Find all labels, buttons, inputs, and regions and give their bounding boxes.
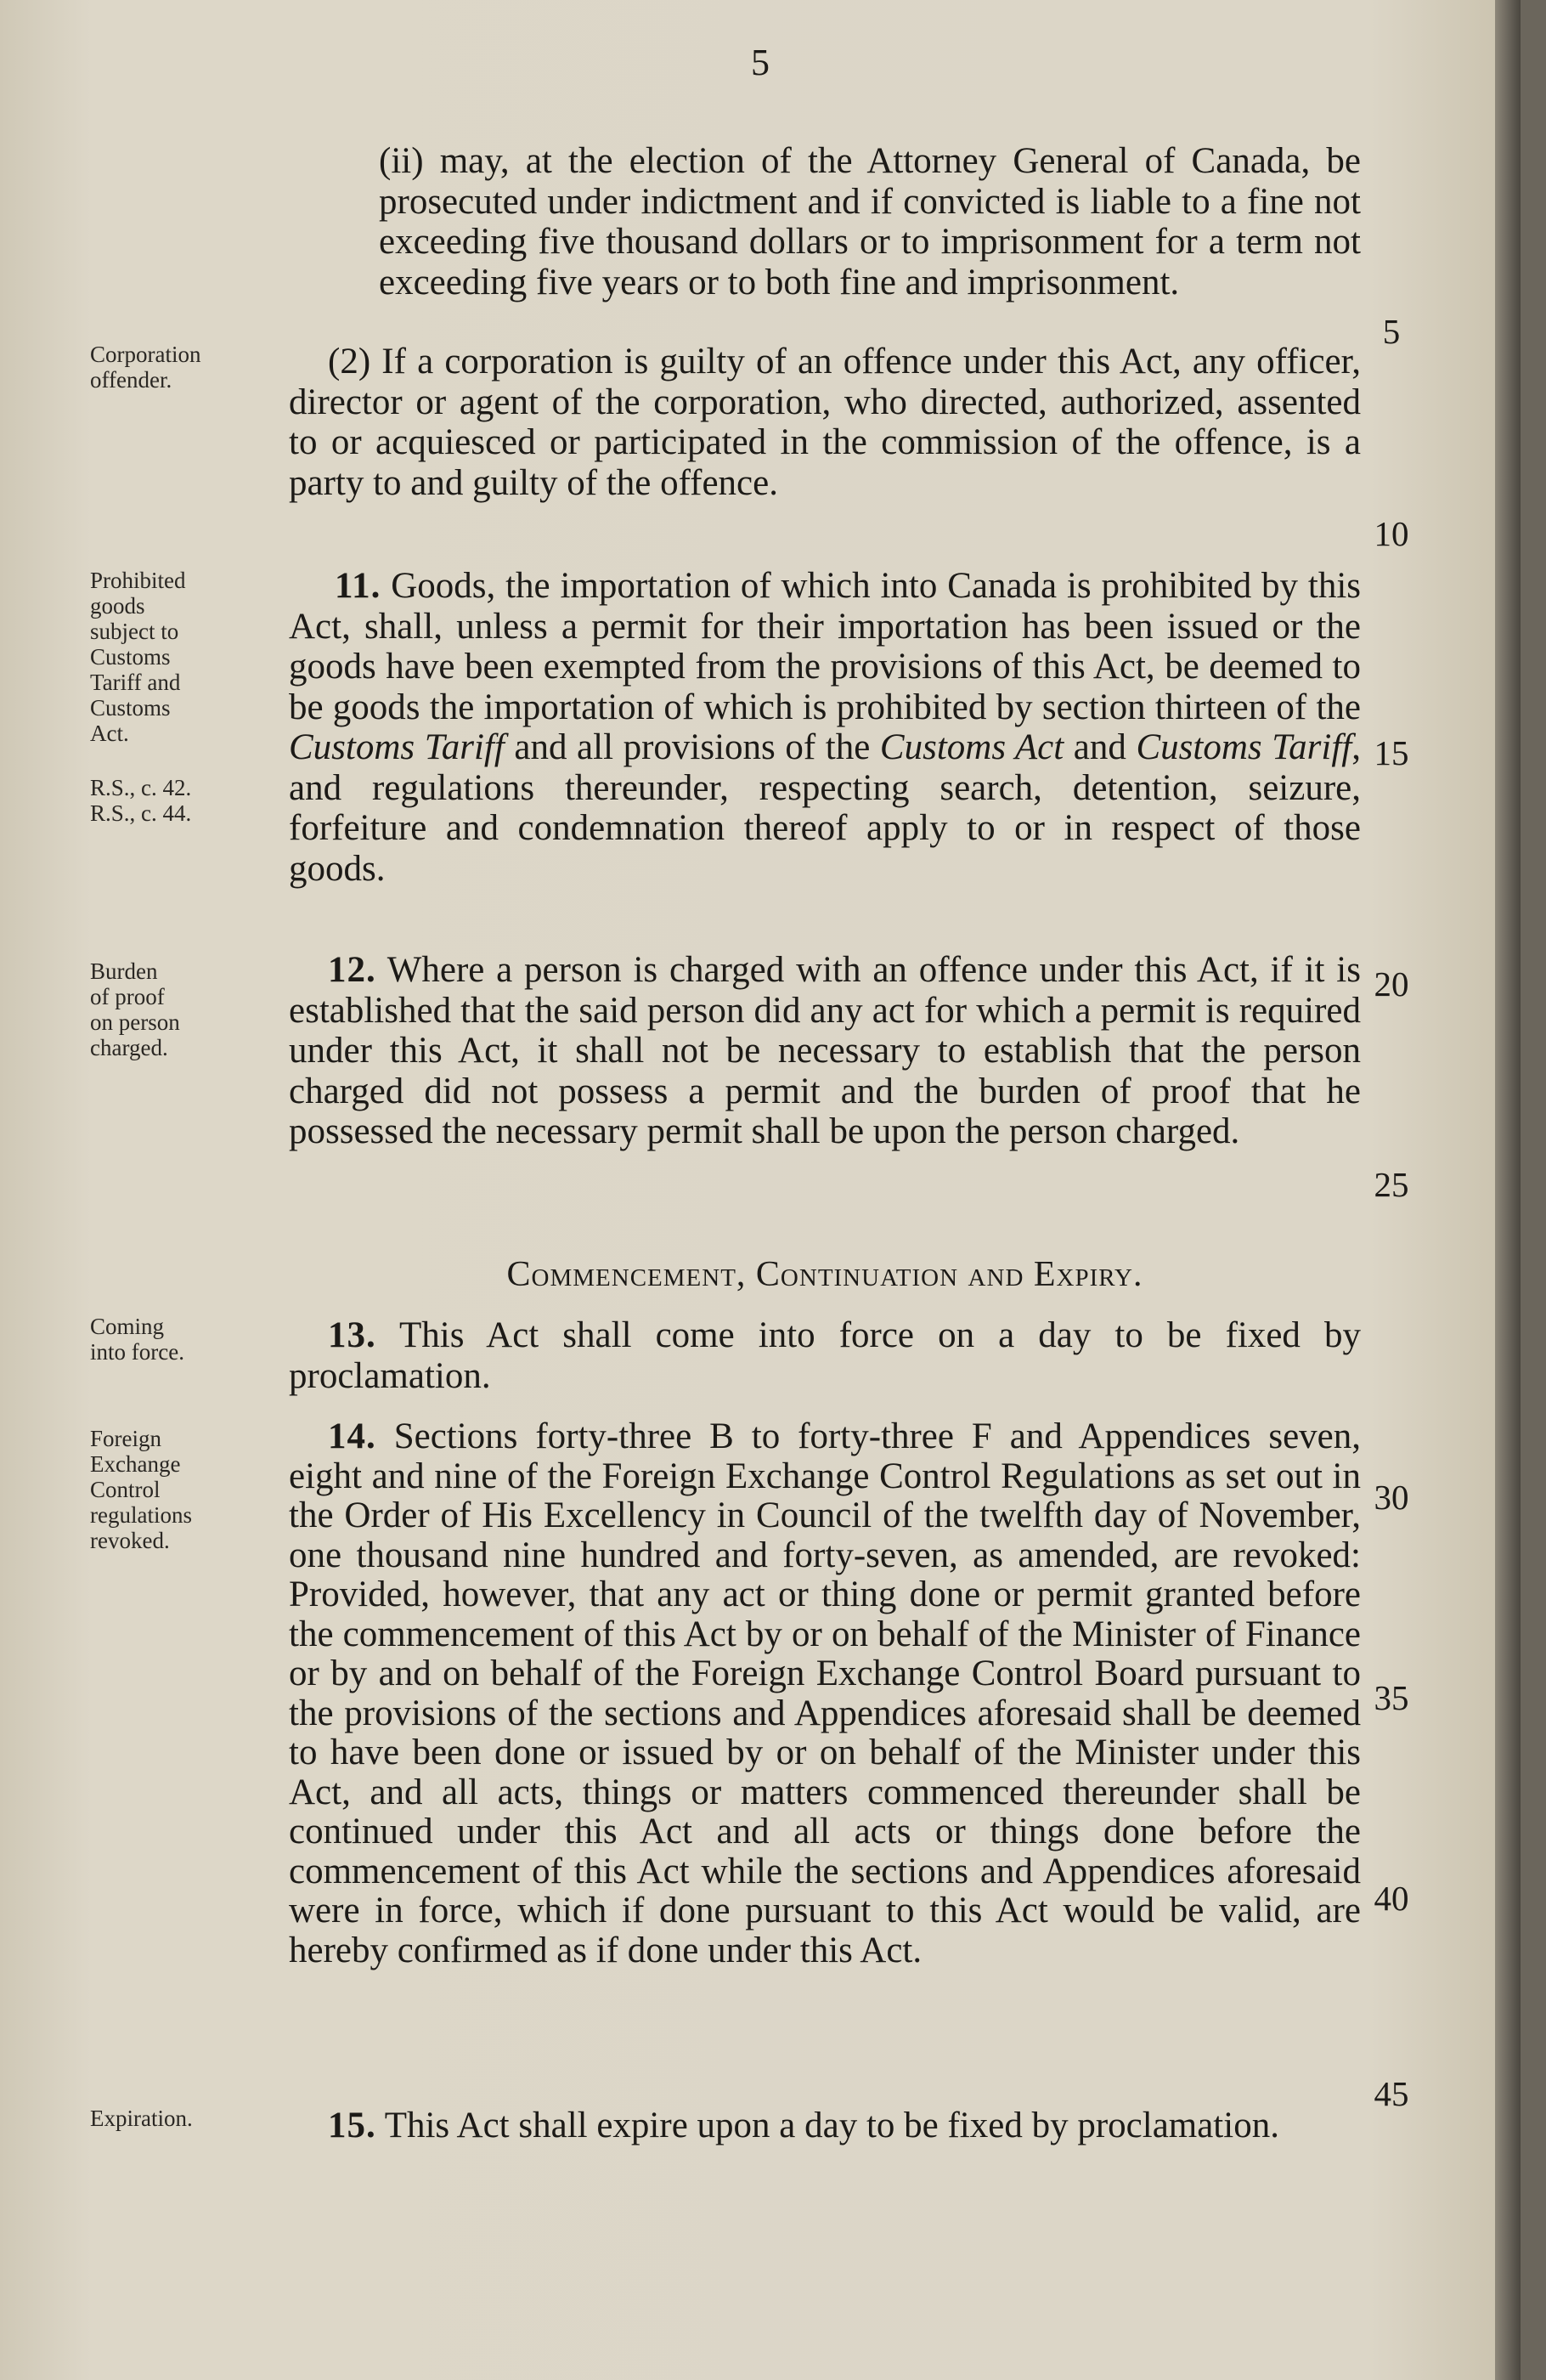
section-number: 15. bbox=[328, 2106, 376, 2145]
section-15: 15. This Act shall expire upon a day to be fixed by proclamation. bbox=[328, 2106, 1279, 2145]
line-number: 25 bbox=[1374, 1165, 1409, 1204]
line-number: 45 bbox=[1374, 2074, 1409, 2113]
paragraph-ii: (ii) may, at the election of the Attorney General of Canada, be prosecuted under indictment and if convicted is liable to a fine not exceeding five thousand dollars or to imprisonment for a term not exceeding five years or to both fine and imprisonment. bbox=[379, 141, 1361, 302]
margin-note-prohibited-goods: Prohibited goods subject to Customs Tariff and Customs Act. bbox=[90, 568, 186, 746]
margin-note-burden-of-proof: Burden of proof on person charged. bbox=[90, 958, 180, 1060]
line-number: 30 bbox=[1374, 1478, 1409, 1517]
line-number: 5 bbox=[1382, 312, 1401, 351]
page-number: 5 bbox=[751, 42, 770, 83]
section-11: 11. Goods, the importation of which into Canada is prohibited by this Act, shall, unless a permit for their importation has been issued or the goods have been exempted from the provisions of this Act, be deemed to be goods the importation of which is prohibited by section thirteen of the Customs Tariff and all provisions of the Customs Act and Customs Tariff, and regulations thereunder, respecting search, detention, seizure, forfeiture and condemnation thereof apply to or in respect of those goods. bbox=[289, 566, 1361, 889]
margin-note-foreign-exchange: Foreign Exchange Control regulations revoked. bbox=[90, 1426, 192, 1553]
section-13: 13. This Act shall come into force on a day to be fixed by proclamation. bbox=[289, 1315, 1361, 1396]
margin-note-corporation-offender: Corporation offender. bbox=[90, 342, 201, 393]
margin-note-coming-into-force: Coming into force. bbox=[90, 1314, 184, 1365]
margin-note-rs-references: R.S., c. 42. R.S., c. 44. bbox=[90, 775, 192, 826]
section-number: 11. bbox=[335, 566, 381, 606]
page-edge bbox=[1495, 0, 1521, 2380]
section-number: 14. bbox=[328, 1416, 376, 1456]
section-14: 14. Sections forty-three B to forty-three F and Appendices seven, eight and nine of the Foreign Exchange Control Regulations as set out in the Order of His Excellency in Council of the twelfth day of November, one thousand nine hundred and forty-seven, as amended, are revoked: Provided, however, that any act or thing done or permit granted before the commencement of this Act by or on behalf of the Minister of Finance or by and on behalf of the Foreign Exchange Control Board pursuant to the provisions of the sections and Appendices aforesaid shall be deemed to have been done or issued by or on behalf of the Minister under this Act, and all acts, things or matters commenced thereunder shall be continued under this Act and all acts or things done before the commencement of this Act while the sections and Appendices aforesaid were in force, which if done pursuant to this Act would be valid, are hereby confirmed as if done under this Act. bbox=[289, 1416, 1361, 1970]
line-number: 10 bbox=[1374, 514, 1409, 553]
margin-note-expiration: Expiration. bbox=[90, 2106, 193, 2131]
section-number: 12. bbox=[328, 950, 376, 990]
line-number: 15 bbox=[1374, 733, 1409, 772]
line-number: 20 bbox=[1374, 964, 1409, 1003]
line-number: 40 bbox=[1374, 1879, 1409, 1918]
section-heading: Commencement, Continuation and Expiry. bbox=[506, 1255, 1143, 1294]
section-12: 12. Where a person is charged with an offence under this Act, if it is established that the said person did any act for which a permit is required under this Act, it shall not be necessary to establish that the person charged did not possess a permit and the burden of proof that he possessed the necessary permit shall be upon the person charged. bbox=[289, 950, 1361, 1151]
section-number: 13. bbox=[328, 1315, 376, 1355]
paragraph-subsection-2: (2) If a corporation is guilty of an offence under this Act, any officer, director or agent of the corporation, who directed, authorized, assented to or acquiesced or participated in the commission of the offence, is a party to and guilty of the offence. bbox=[289, 342, 1361, 503]
line-number: 35 bbox=[1374, 1678, 1409, 1717]
